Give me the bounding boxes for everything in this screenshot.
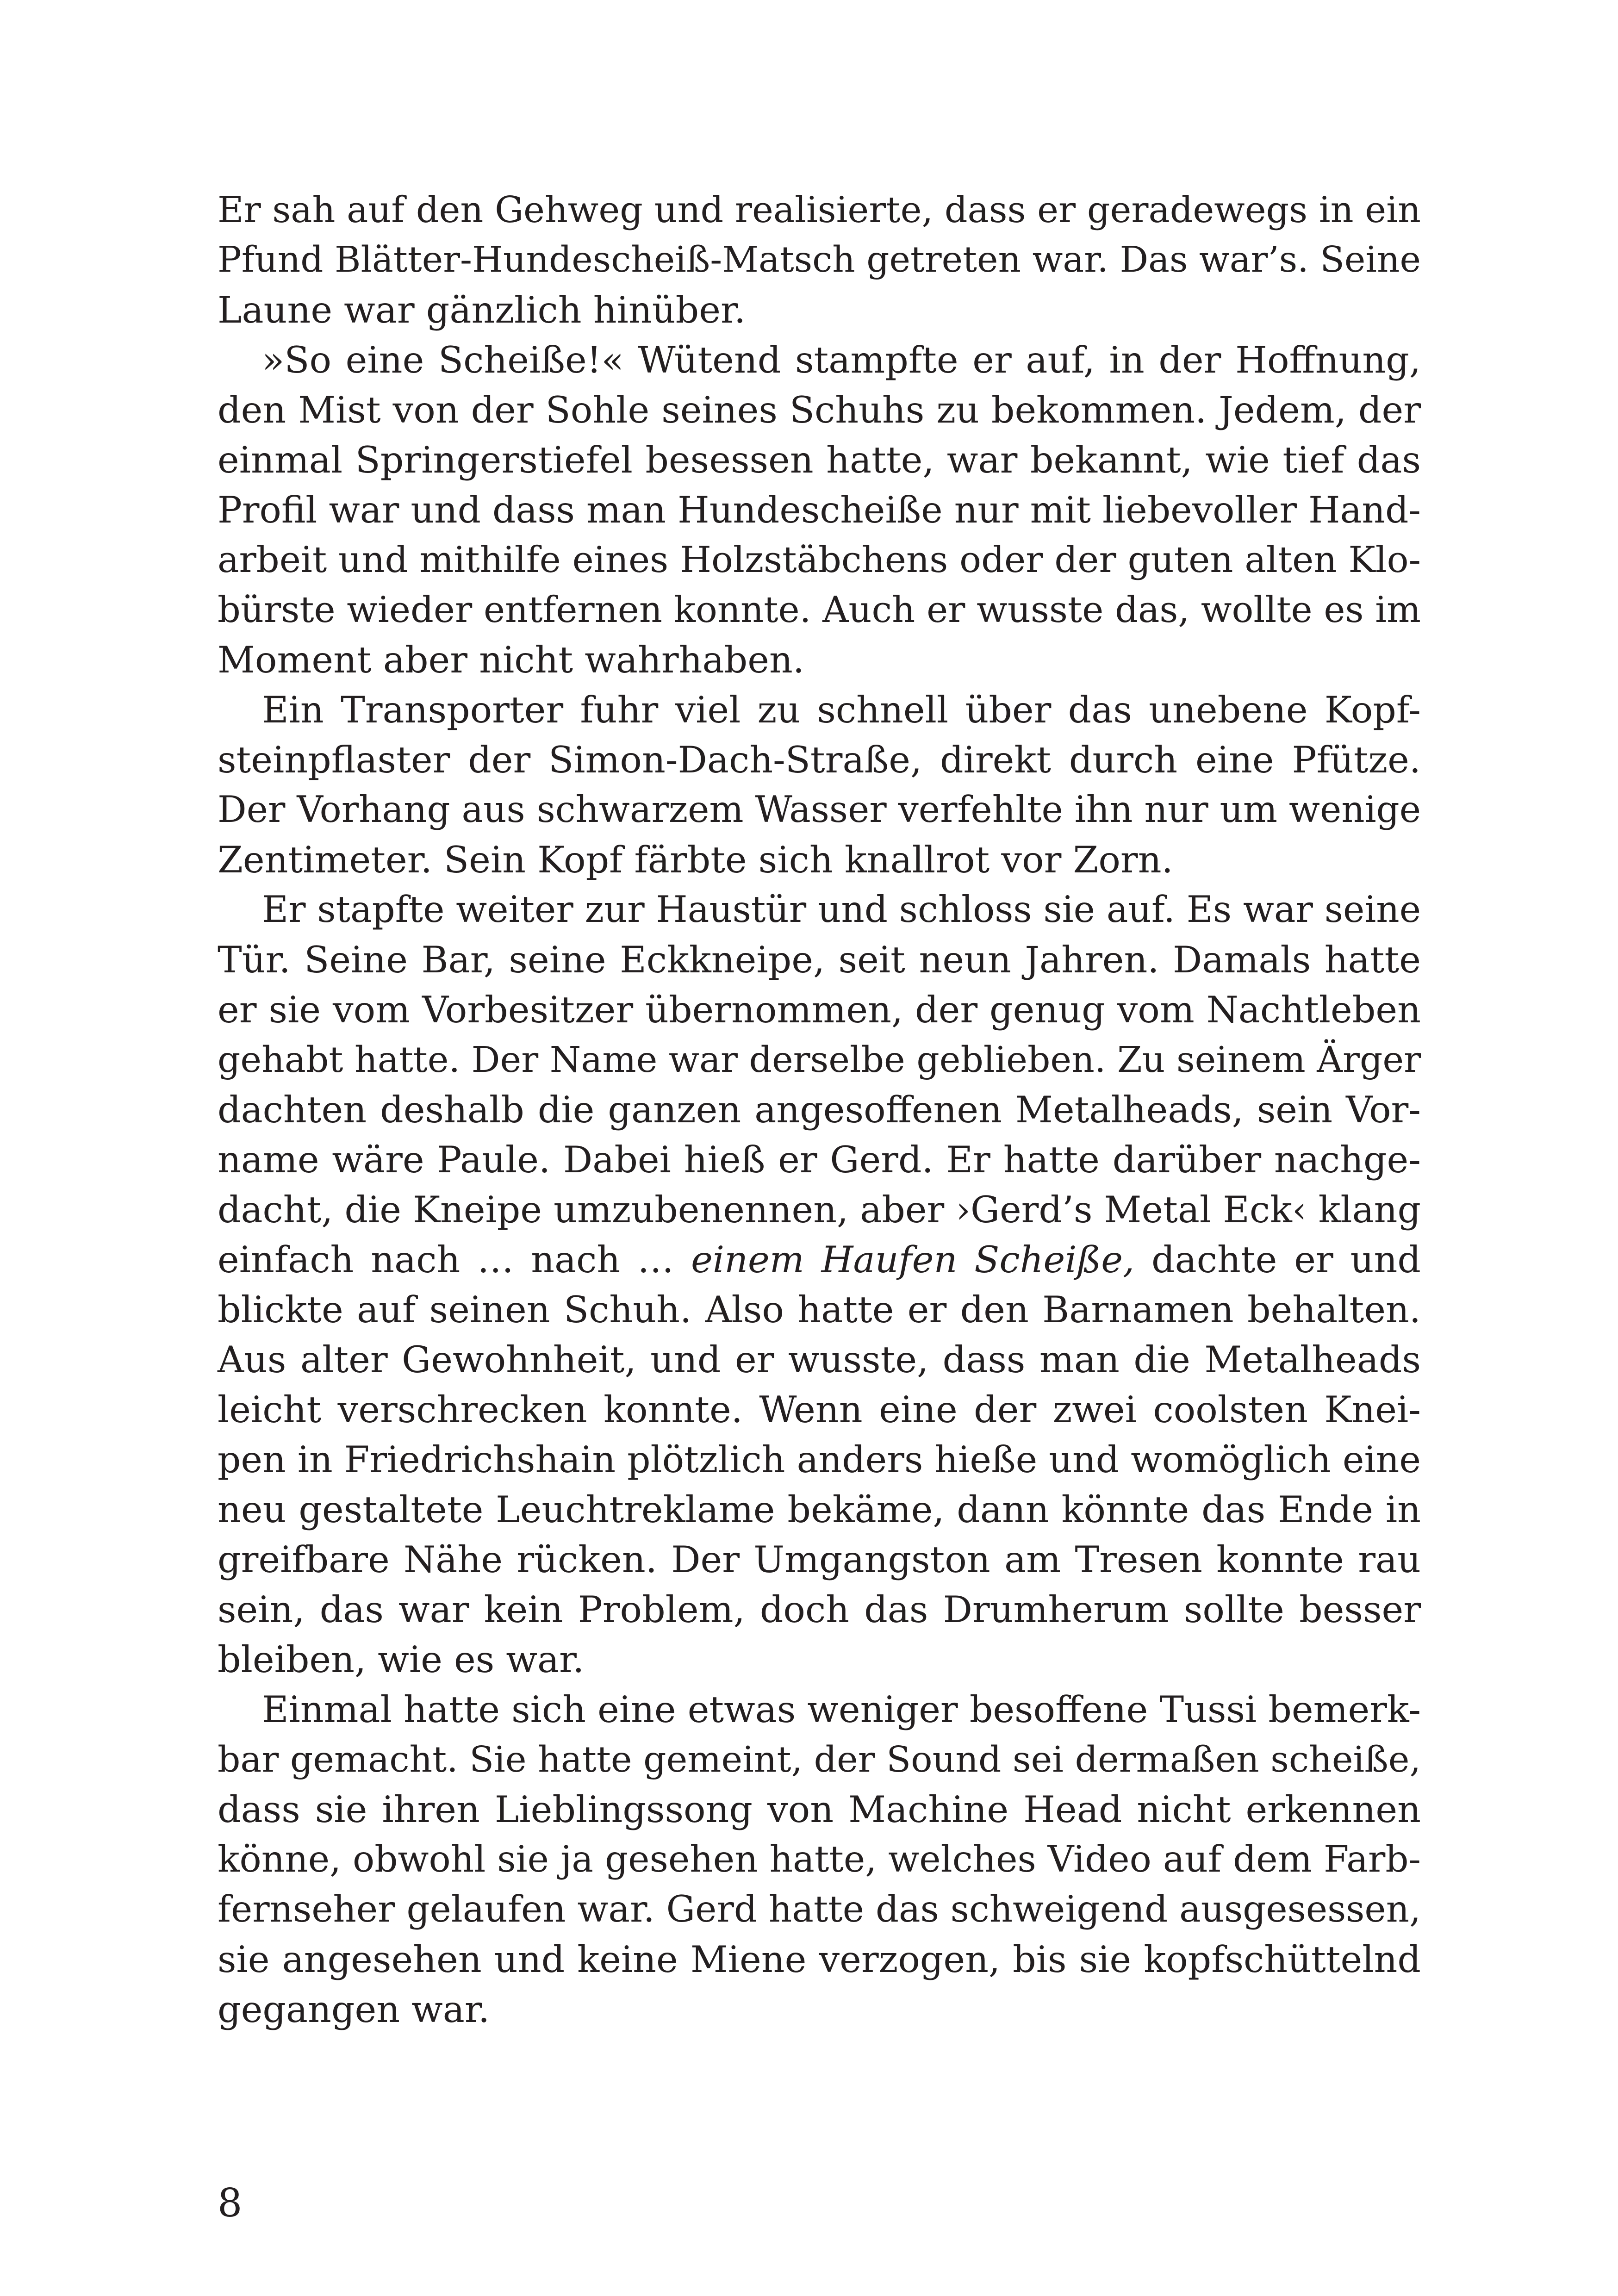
text-line: den Mist von der Sohle seines Schuhs zu bekommen. Jedem, der (218, 389, 1421, 431)
text-line: Der Vorhang aus schwarzem Wasser verfehlte ihn nur um wenige (218, 789, 1421, 831)
text-line: dacht, die Kneipe umzubenennen, aber ›Gerd’s Metal Eck‹ klang (218, 1188, 1421, 1231)
text-line: sein, das war kein Problem, doch das Drumherum sollte besser (218, 1588, 1421, 1631)
text-run: dachte er und (1134, 1238, 1421, 1281)
text-line: neu gestaltete Leuchtreklame bekäme, dann könnte das Ende in (218, 1488, 1421, 1531)
text-line: Zentimeter. Sein Kopf färbte sich knallrot vor Zorn. (218, 839, 1173, 881)
text-run: einfach nach … nach … (218, 1238, 691, 1281)
paragraph (218, 185, 1421, 335)
text-line: einmal Springerstiefel besessen hatte, war bekannt, wie tief das (218, 439, 1421, 481)
text-line: blickte auf seinen Schuh. Also hatte er den Barnamen behalten. (218, 1288, 1421, 1331)
text-line: arbeit und mithilfe eines Holzstäbchens oder der guten alten Klo- (218, 539, 1421, 581)
text-line: dass sie ihren Lieblingssong von Machine Head nicht erkennen (218, 1788, 1421, 1831)
text-line: Einmal hatte sich eine etwas weniger besoffene Tussi bemerk- (262, 1688, 1421, 1731)
text-line: bürste wieder entfernen konnte. Auch er wusste das, wollte es im (218, 589, 1421, 631)
text-line: Tür. Seine Bar, seine Eckkneipe, seit neun Jahren. Damals hatte (218, 939, 1421, 981)
text-line: gegangen war. (218, 1988, 490, 2031)
text-line: bleiben, wie es war. (218, 1638, 585, 1681)
text-line: Er sah auf den Gehweg und realisierte, dass er geradewegs in ein (218, 189, 1421, 231)
paragraph (218, 1685, 1421, 2035)
text-line: Aus alter Gewohnheit, und er wusste, dass man die Metalheads (218, 1338, 1421, 1381)
text-line: steinpflaster der Simon-Dach-Straße, direkt durch eine Pfütze. (218, 739, 1421, 781)
text-line: Profil war und dass man Hundescheiße nur mit liebevoller Hand- (218, 489, 1421, 531)
text-line (218, 1235, 1421, 1285)
page-number: 8 (218, 2180, 243, 2226)
text-line: Er stapfte weiter zur Haustür und schloss sie auf. Es war seine (262, 889, 1421, 931)
text-line: Ein Transporter fuhr viel zu schnell über das unebene Kopf- (262, 689, 1421, 731)
text-line: pen in Friedrichshain plötzlich anders hieße und womöglich eine (218, 1438, 1421, 1481)
text-line: greifbare Nähe rücken. Der Umgangston am Tresen konnte rau (218, 1538, 1421, 1581)
text-line: sie angesehen und keine Miene verzogen, bis sie kopfschüttelnd (218, 1938, 1421, 1981)
text-line: Moment aber nicht wahrhaben. (218, 639, 804, 681)
paragraph (218, 335, 1421, 685)
text-line: leicht verschrecken konnte. Wenn eine der zwei coolsten Knei- (218, 1388, 1421, 1431)
text-line: bar gemacht. Sie hatte gemeint, der Sound sei dermaßen scheiße, (218, 1739, 1421, 1780)
text-line: fernseher gelaufen war. Gerd hatte das schweigend ausgesessen, (218, 1888, 1421, 1930)
text-line: er sie vom Vorbesitzer übernommen, der genug vom Nachtleben (218, 989, 1421, 1031)
body-text (218, 185, 1421, 2035)
text-line: dachten deshalb die ganzen angesoffenen Metalheads, sein Vor- (218, 1089, 1421, 1131)
text-line: gehabt hatte. Der Name war derselbe geblieben. Zu seinem Ärger (218, 1039, 1421, 1081)
text-line: Laune war gänzlich hinüber. (218, 289, 746, 331)
text-line: name wäre Paule. Dabei hieß er Gerd. Er hatte darüber nachge- (218, 1139, 1421, 1181)
text-line: könne, obwohl sie ja gesehen hatte, welches Video auf dem Farb- (218, 1838, 1421, 1880)
paragraph (218, 885, 1421, 1685)
text-line: »So eine Scheiße!« Wütend stampfte er auf, in der Hoffnung, (262, 339, 1421, 381)
italic-text-run: einem Haufen Scheiße, (691, 1238, 1135, 1281)
paragraph (218, 685, 1421, 885)
text-line: Pfund Blätter-Hundescheiß-Matsch getreten war. Das war’s. Seine (218, 239, 1421, 280)
